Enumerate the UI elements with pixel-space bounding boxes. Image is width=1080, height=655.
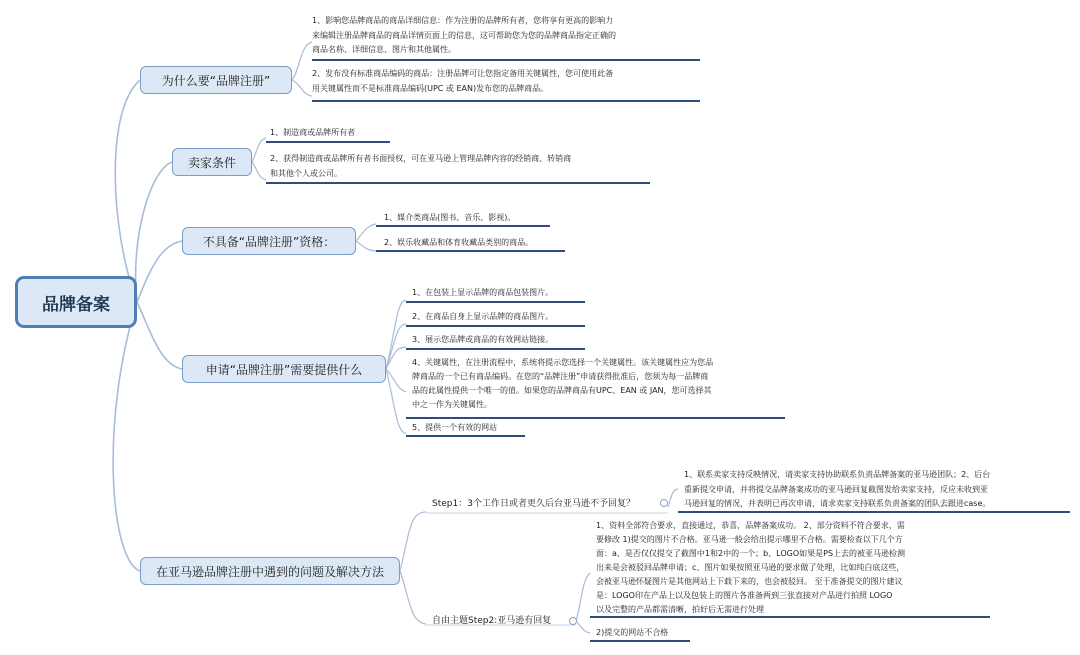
why-item-1-line-1: 1、影响您品牌商品的商品详细信息：作为注册的品牌所有者，您将享有更高的影响力 xyxy=(312,16,614,25)
step2-detail-line-2: 要修改 1)提交的图片不合格。亚马逊一般会给出提示哪里不合格。需要检查以下几个方 xyxy=(596,535,903,544)
branch-label: 申请“品牌注册”需要提供什么 xyxy=(205,362,363,377)
step2-detail-2 xyxy=(596,626,668,641)
step2-topic[interactable] xyxy=(432,613,551,626)
root-topic[interactable] xyxy=(15,276,137,328)
step2-detail-line-3: 面：a、是否仅仅提交了截图中1和2中的一个；b、LOGO如果是PS上去的被亚马逊检测 xyxy=(596,549,906,558)
why-item-2-line-1: 2、发布没有标准商品编码的商品：注册品牌可让您指定备用关键属性，您可使用此备 xyxy=(312,69,614,78)
requirements-item-4-line-1: 4、关键属性，在注册流程中，系统将提示您选择一个关键属性。该关键属性应为您品 xyxy=(412,358,714,367)
why-item-2-line-2: 用关键属性而不是标准商品编码(UPC 或 EAN)发布您的品牌商品。 xyxy=(312,83,549,93)
requirements-item-1-text: 1、在包装上显示品牌的商品包装图片。 xyxy=(412,288,554,297)
collapse-toggle-icon[interactable] xyxy=(660,499,668,507)
branch-problems-solutions[interactable] xyxy=(140,557,400,585)
step1-detail-line-3: 马逊回复的情况，并表明已再次申请，请求卖家支持联系负责备案的团队去跟进case。 xyxy=(684,499,991,508)
branch-label: 在亚马逊品牌注册中遇到的问题及解决方法 xyxy=(155,564,384,579)
step1-topic[interactable] xyxy=(432,496,635,509)
seller-item-1-text: 1、制造商或品牌所有者 xyxy=(270,128,356,137)
step2-detail-line-6: 是：LOGO印在产品上以及包装上的图片各准备两到三张直接对产品进行拍照 LOGO xyxy=(596,591,893,600)
why-item-2 xyxy=(312,67,613,96)
branch-why-register[interactable] xyxy=(140,66,292,94)
requirements-item-4-line-2: 牌商品的一个已有商品编码。在您的“品牌注册”申请获得批准后，您须为每一品牌商 xyxy=(412,372,709,381)
branch-label: 不具备“品牌注册”资格： xyxy=(202,234,336,249)
branch-label: 卖家条件 xyxy=(187,155,236,170)
step2-detail xyxy=(596,519,905,617)
ineligible-item-1 xyxy=(384,211,515,226)
step1-detail-line-1: 1、联系卖家支持反映情况，请卖家支持协助联系负责品牌备案的亚马逊团队；2、后台 xyxy=(684,470,991,479)
step2-label: 自由主题Step2:亚马逊有回复 xyxy=(432,616,552,626)
collapse-toggle-icon[interactable] xyxy=(569,617,577,625)
root-label: 品牌备案 xyxy=(42,294,110,315)
requirements-item-4-line-3: 品的此属性提供一个唯一的值。如果您的品牌商品有UPC、EAN 或 JAN，您可选择其 xyxy=(412,386,712,395)
ineligible-item-2-text: 2、娱乐收藏品和体育收藏品类别的商品。 xyxy=(384,238,534,247)
step2-detail-line-7: 以及完整的产品都需清晰，拍好后无需进行处理 xyxy=(596,605,764,614)
step1-detail xyxy=(684,468,990,512)
seller-item-2-line-2: 和其他个人或公司。 xyxy=(270,168,342,178)
step2-detail-line-1: 1、资料全部符合要求，直接通过，恭喜，品牌备案成功。 2、部分资料不符合要求，需 xyxy=(596,521,905,530)
why-item-1-line-3: 商品名称、详细信息、图片和其他属性。 xyxy=(312,45,456,54)
seller-item-2 xyxy=(270,152,571,181)
why-item-1 xyxy=(312,14,616,58)
requirements-item-1 xyxy=(412,286,553,301)
seller-item-2-line-1: 2、获得制造商或品牌所有者书面授权，可在亚马逊上管理品牌内容的经销商、转销商 xyxy=(270,154,572,163)
step2-detail-line-5: 会被亚马逊怀疑图片是其他网站上下载下来的，也会被驳回。 至于准备提交的图片建议 xyxy=(596,577,903,586)
requirements-item-2-text: 2、在商品自身上显示品牌的商品图片。 xyxy=(412,312,554,321)
step2-detail-line-4: 出来是会被驳回品牌申请；c、图片如果按照亚马逊的要求做了处理，比如纯白底这些， xyxy=(596,563,905,572)
branch-requirements[interactable] xyxy=(182,355,386,383)
branch-seller-conditions[interactable] xyxy=(172,148,252,176)
branch-ineligible[interactable] xyxy=(182,227,356,255)
requirements-item-4-line-4: 中之一作为关键属性。 xyxy=(412,400,492,409)
requirements-item-3 xyxy=(412,333,553,348)
why-item-1-line-2: 来编辑注册品牌商品的商品详情页面上的信息，这可帮助您为您的品牌商品指定正确的 xyxy=(312,30,616,40)
requirements-item-2 xyxy=(412,310,553,325)
requirements-item-4 xyxy=(412,356,713,412)
step1-detail-line-2: 重新提交申请，并将提交品牌备案成功的亚马逊回复截图发给卖家支持，反应未收到亚 xyxy=(684,484,988,494)
requirements-item-5-text: 5、提供一个有效的网站 xyxy=(412,423,498,432)
branch-label: 为什么要“品牌注册” xyxy=(161,73,271,88)
seller-item-1 xyxy=(270,126,355,141)
ineligible-item-2 xyxy=(384,236,533,251)
requirements-item-3-text: 3、展示您品牌或商品的有效网站链接。 xyxy=(412,335,554,344)
step1-label: Step1：3个工作日或者更久后台亚马逊不予回复？ xyxy=(432,499,635,509)
requirements-item-5 xyxy=(412,421,497,436)
step2-detail-2-text: 2)提交的网站不合格 xyxy=(596,628,669,637)
ineligible-item-1-text: 1、媒介类商品(图书、音乐、影视)。 xyxy=(384,213,516,222)
